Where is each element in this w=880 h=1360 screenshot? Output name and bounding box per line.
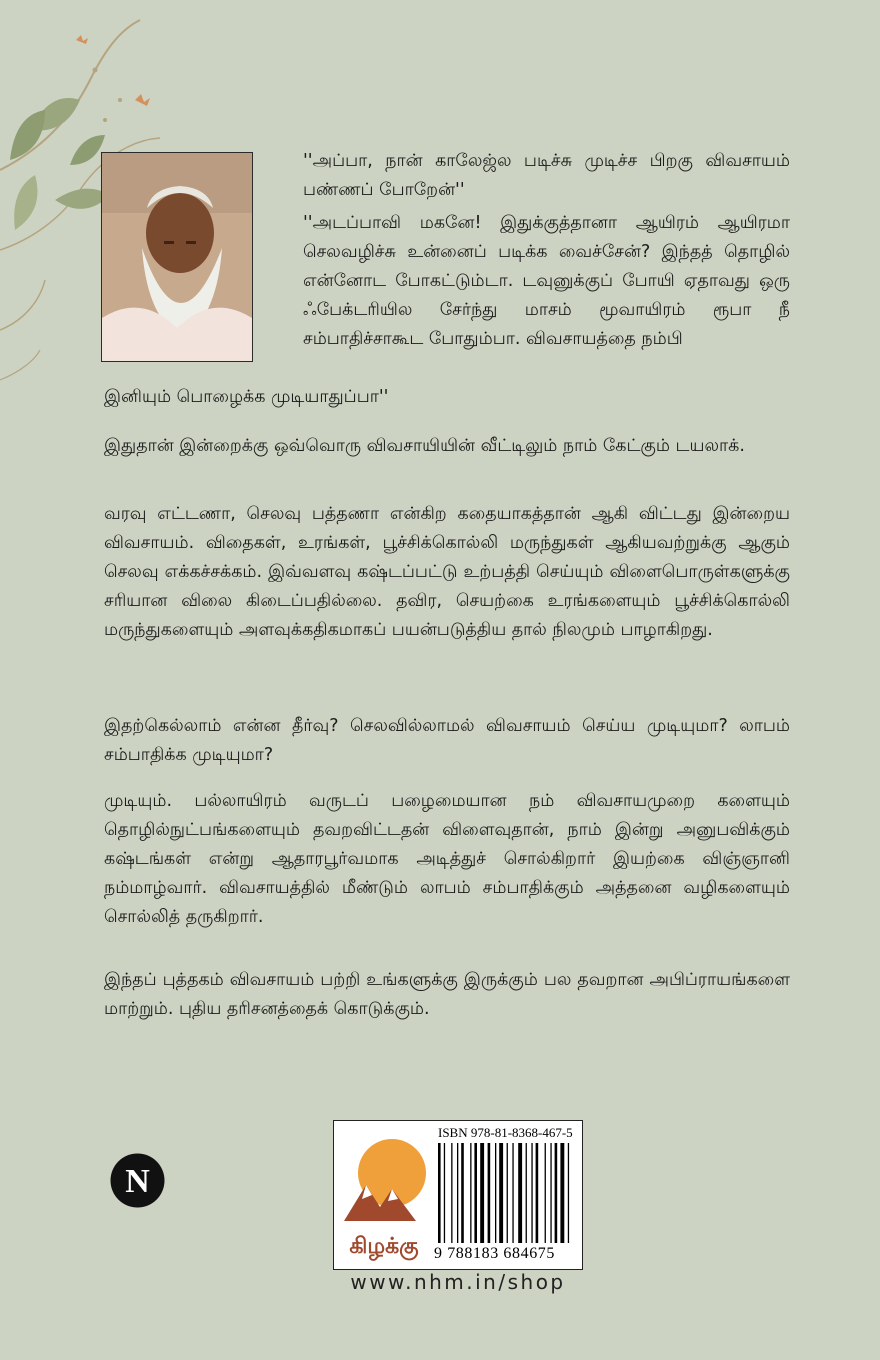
isbn-block	[333, 1120, 583, 1270]
publisher-logo-text: கிழக்கு	[349, 1234, 419, 1259]
body-paragraph-2: வரவு எட்டணா, செலவு பத்தணா என்கிற கதையாகத்தான் ஆகி விட்டது இன்றைய விவசாயம். விதைகள், உரங்கள், பூச்சிக்கொல்லி மருந்துகள் ஆகியவற்றுக்கு ஆகும் செலவு எக்கச்சக்கம். இவ்வளவு கஷ்டப்பட்டு உற்பத்தி செய்யும் விளைபொருள்களுக்கு சரியான விலை கிடைப்பதில்லை. தவிர, செயற்கை உரங்களையும் பூச்சிக்கொல்லி மருந்துகளையும் அளவுக்கதிகமாகப் பயன்படுத்திய தால் நிலமும் பாழாகிறது.	[104, 504, 790, 640]
website-url: www.nhm.in/shop	[350, 1270, 566, 1294]
isbn-text: ISBN 978-81-8368-467-5	[438, 1125, 573, 1140]
body-paragraph-3: இதற்கெல்லாம் என்ன தீர்வு? செலவில்லாமல் விவசாயம் செய்ய முடியுமா? லாபம் சம்பாதிக்க முடியுமா?	[104, 716, 790, 765]
son-quote: ''அப்பா, நான் காலேஜ்ல படிச்சு முடிச்ச பிறகு விவசாயம் பண்ணப் போறேன்''	[303, 151, 790, 200]
n-publisher-logo	[109, 1152, 166, 1209]
body-paragraph-1: இதுதான் இன்றைக்கு ஒவ்வொரு விவசாயியின் வீட்டிலும் நாம் கேட்கும் டயலாக்.	[104, 436, 745, 456]
body-paragraph-5: இந்தப் புத்தகம் விவசாயம் பற்றி உங்களுக்கு இருக்கும் பல தவறான அபிப்ராயங்களை மாற்றும். புதிய தரிசனத்தைக் கொடுக்கும்.	[104, 970, 790, 1019]
body-paragraph-4: முடியும். பல்லாயிரம் வருடப் பழைமையான நம் விவசாயமுறை களையும் தொழில்நுட்பங்களையும் தவறவிட்டதன் விளைவுதான், நாம் இன்று அனுபவிக்கும் கஷ்டங்கள் என்று ஆதாரபூர்வமாக அடித்துச் சொல்கிறார் இயற்கை விஞ்ஞானி நம்மாழ்வார். விவசாயத்தில் மீண்டும் லாபம் சம்பாதிக்கும் அத்தனை வழிகளையும் சொல்லித் தருகிறார்.	[104, 791, 790, 927]
father-quote: ''அடப்பாவி மகனே! இதுக்குத்தானா ஆயிரம் ஆயிரமா செலவழிச்சு உன்னைப் படிக்க வைச்சேன்? இந்தத் தொழில் என்னோட போகட்டும்டா. டவுனுக்குப் போயி ஏதாவது ஒரு ஃபேக்டரியில சேர்ந்து மாசம் மூவாயிரம் ரூபா நீ சம்பாதிச்சாகூட போதும்பா. விவசாயத்தை நம்பி	[303, 213, 790, 349]
father-quote-continued: இனியும் பொழைக்க முடியாதுப்பா''	[104, 387, 389, 407]
kizhakku-publisher-logo	[336, 1123, 432, 1265]
n-logo-letter: N	[125, 1163, 150, 1200]
barcode	[438, 1143, 578, 1243]
author-portrait	[101, 152, 253, 362]
barcode-number: 9 788183 684675	[434, 1245, 555, 1262]
